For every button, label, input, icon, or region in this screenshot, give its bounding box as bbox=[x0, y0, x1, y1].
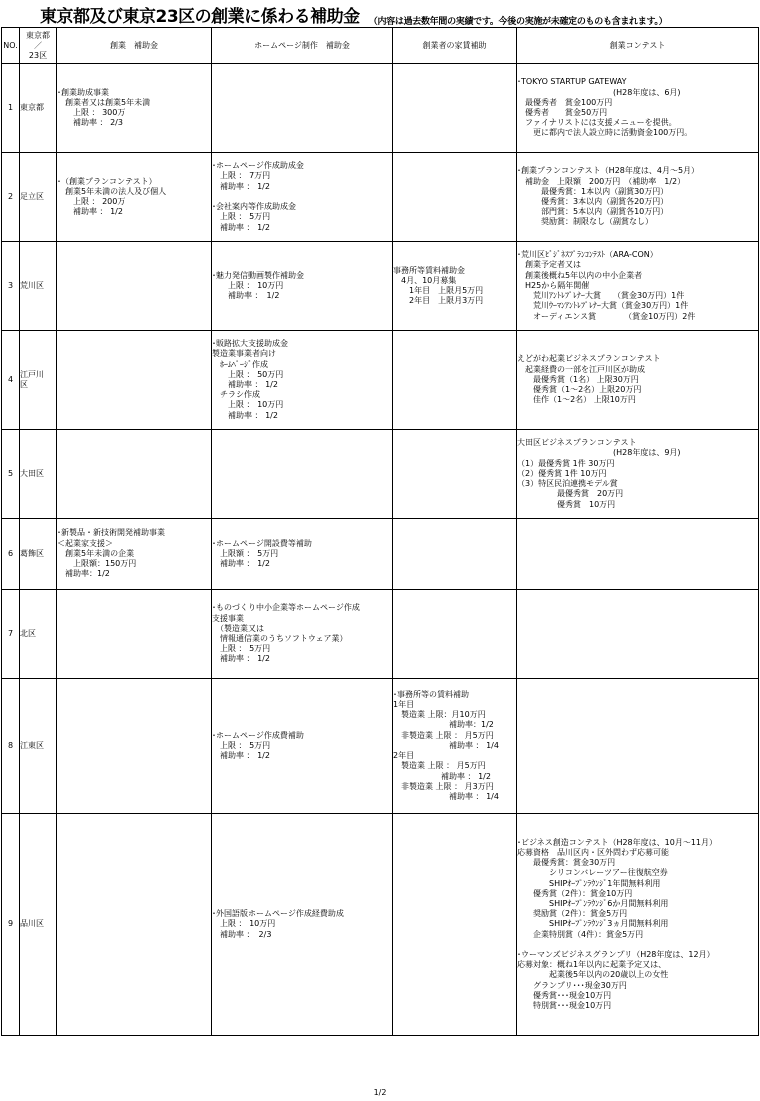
startup-contest-line: SHIPｵｰﾌﾟﾝﾗｳﾝｼﾞ6か月間無料利用 bbox=[517, 898, 669, 908]
homepage-subsidy-cell bbox=[212, 64, 393, 153]
startup-contest-line: 優秀賞･･･現金10万円 bbox=[517, 990, 612, 1000]
homepage-subsidy-cell bbox=[212, 519, 393, 590]
startup-contest-line: えどがわ起業ビジネスプランコンテスト bbox=[517, 354, 661, 364]
rent-subsidy-cell bbox=[393, 814, 517, 1036]
sogyo-subsidy-line: 補助率 ： 1/2 bbox=[57, 207, 123, 217]
row-number: 9 bbox=[2, 814, 20, 1036]
table-row bbox=[2, 814, 759, 1036]
sogyo-subsidy-line: 上限 ： 300万 bbox=[57, 108, 126, 117]
table-row bbox=[2, 430, 759, 519]
startup-contest-line: 特別賞･･･現金10万円 bbox=[517, 1001, 612, 1011]
table-row bbox=[2, 519, 759, 590]
homepage-subsidy-cell bbox=[212, 331, 393, 430]
homepage-subsidy-line: 補助率 ： 1/2 bbox=[212, 654, 270, 664]
startup-contest-line: ･荒川区ﾋﾞｼﾞﾈｽﾌﾟﾗﾝｺﾝﾃｽﾄ（ARA-CON） bbox=[517, 250, 658, 260]
sogyo-subsidy-line: 創業5年未満の企業 bbox=[57, 548, 135, 558]
homepage-subsidy-cell bbox=[212, 153, 393, 242]
startup-contest-cell bbox=[517, 814, 759, 1036]
row-number: 5 bbox=[2, 430, 20, 519]
sogyo-subsidy-cell bbox=[57, 331, 212, 430]
homepage-subsidy-line: 上限 ： 7万円 bbox=[212, 171, 271, 181]
startup-contest-line: 部門賞：5本以内（副賞各10万円） bbox=[517, 207, 669, 217]
ward-name: 東京都 bbox=[20, 64, 57, 153]
document-header bbox=[40, 2, 755, 27]
rent-subsidy-cell bbox=[393, 153, 517, 242]
homepage-subsidy-cell bbox=[212, 430, 393, 519]
homepage-subsidy-cell bbox=[212, 242, 393, 331]
rent-subsidy-line: ･事務所等の賃料補助 bbox=[393, 689, 469, 699]
startup-contest-cell bbox=[517, 331, 759, 430]
startup-contest-line: 企業特別賞（4件）：賞金5万円 bbox=[517, 929, 644, 939]
startup-contest-line: 奨励賞（2件）：賞金5万円 bbox=[517, 909, 628, 919]
homepage-subsidy-line: ･ホームページ作成費補助 bbox=[212, 730, 304, 740]
startup-contest-line: 優秀賞：3本以内（副賞各20万円） bbox=[517, 197, 669, 206]
startup-contest-line: 補助金 上限額 200万円 （補助率 1/2） bbox=[517, 176, 686, 186]
sogyo-subsidy-cell bbox=[57, 153, 212, 242]
startup-contest-line: 最優秀賞：賞金30万円 bbox=[517, 858, 616, 868]
startup-contest-line: ･ビジネス創造コンテスト（H28年度は、10月～11月） bbox=[517, 837, 717, 847]
table-row bbox=[2, 331, 759, 430]
startup-contest-line: 最優秀賞：1本以内（副賞30万円） bbox=[517, 186, 669, 196]
rent-subsidy-cell bbox=[393, 430, 517, 519]
homepage-subsidy-line: ･外国語版ホームページ作成経費助成 bbox=[212, 909, 344, 919]
homepage-subsidy-line: ･ホームページ作成助成金 bbox=[212, 161, 304, 171]
homepage-subsidy-line: 上限額 ： 5万円 bbox=[212, 548, 279, 558]
rent-subsidy-line: 2年目 bbox=[393, 751, 415, 761]
sogyo-subsidy-cell bbox=[57, 814, 212, 1036]
rent-subsidy-line: 非製造業 上限 ： 月3万円 bbox=[393, 781, 494, 791]
table-row bbox=[2, 153, 759, 242]
startup-contest-line: 応募資格 品川区内・区外問わず応募可能 bbox=[517, 847, 669, 857]
sogyo-subsidy-line: 創業5年未満の法人及び個人 bbox=[57, 186, 167, 196]
rent-subsidy-cell bbox=[393, 242, 517, 331]
homepage-subsidy-line: 上限 ： 5万円 bbox=[212, 740, 271, 750]
ward-name: 江戸川 区 bbox=[20, 331, 57, 430]
startup-contest-line: 荒川ｱﾝﾄﾚﾌﾟﾚﾅｰ大賞 （賞金30万円）1件 bbox=[517, 291, 685, 301]
startup-contest-line: シリコンバレーツアー往復航空券 bbox=[517, 868, 668, 878]
rent-subsidy-line: 非製造業 上限 ： 月5万円 bbox=[393, 730, 494, 740]
sogyo-subsidy-cell bbox=[57, 679, 212, 814]
row-number: 3 bbox=[2, 242, 20, 331]
startup-contest-line: オーディエンス賞 （賞金10万円）2件 bbox=[517, 311, 696, 321]
homepage-subsidy-line: 上限 ： 10万円 bbox=[212, 919, 276, 929]
sogyo-subsidy-line: ･創業助成事業 bbox=[57, 87, 109, 97]
ward-name: 品川区 bbox=[20, 814, 57, 1036]
rent-subsidy-line: 4月、10月募集 bbox=[393, 275, 457, 285]
ward-name: 足立区 bbox=[20, 153, 57, 242]
startup-contest-line: グランプリ･･･現金30万円 bbox=[517, 980, 627, 990]
rent-subsidy-line: 1年目 上限月5万円 bbox=[393, 286, 484, 295]
ward-name: 荒川区 bbox=[20, 242, 57, 331]
ward-name: 葛飾区 bbox=[20, 519, 57, 590]
homepage-subsidy-line: ･会社案内等作成助成金 bbox=[212, 202, 296, 212]
sogyo-subsidy-line: 補助率：1/2 bbox=[57, 569, 110, 579]
homepage-subsidy-cell bbox=[212, 679, 393, 814]
homepage-subsidy-line: 製造業事業者向け bbox=[212, 349, 276, 359]
startup-contest-cell bbox=[517, 64, 759, 153]
homepage-subsidy-line: 補助率 ： 2/3 bbox=[212, 929, 272, 939]
startup-contest-line: 最優秀賞 20万円 bbox=[517, 489, 624, 499]
homepage-subsidy-line: 補助率 ： 1/2 bbox=[212, 410, 278, 420]
table-body bbox=[2, 64, 759, 1036]
rent-subsidy-line: 1年目 bbox=[393, 700, 415, 710]
header-rent-subsidy: 創業者の家賃補助 bbox=[393, 28, 517, 64]
startup-contest-line: （1）最優秀賞 1件 30万円 bbox=[517, 458, 615, 468]
header-homepage-subsidy: ホームページ制作 補助金 bbox=[212, 28, 393, 64]
homepage-subsidy-line: ･販路拡大支援助成金 bbox=[212, 339, 288, 349]
startup-contest-line: (H28年度は、6月) bbox=[517, 87, 681, 97]
homepage-subsidy-line: （製造業又は bbox=[212, 623, 264, 633]
rent-subsidy-cell bbox=[393, 331, 517, 430]
rent-subsidy-line: 補助率 ： 1/4 bbox=[393, 740, 499, 750]
rent-subsidy-line: 製造業 上限：月10万円 bbox=[393, 710, 486, 720]
homepage-subsidy-line: チラシ作成 bbox=[212, 390, 260, 400]
sogyo-subsidy-cell bbox=[57, 590, 212, 679]
rent-subsidy-line: 2年目 上限月3万円 bbox=[393, 296, 484, 306]
row-number: 1 bbox=[2, 64, 20, 153]
rent-subsidy-line: 製造業 上限 ： 月5万円 bbox=[393, 761, 486, 771]
header-ward: 東京都 ／ 23区 bbox=[20, 28, 57, 64]
table-row bbox=[2, 590, 759, 679]
homepage-subsidy-line: 補助率 ： 1/2 bbox=[212, 380, 278, 389]
sogyo-subsidy-line: 創業者又は創業5年未満 bbox=[57, 97, 151, 107]
rent-subsidy-cell bbox=[393, 64, 517, 153]
startup-contest-line: 起業経費の一部を江戸川区が助成 bbox=[517, 364, 645, 374]
rent-subsidy-line: 補助率：1/2 bbox=[393, 720, 494, 730]
row-number: 4 bbox=[2, 331, 20, 430]
startup-contest-line: 優秀賞（1～2名）上限20万円 bbox=[517, 385, 642, 395]
sogyo-subsidy-line: 補助率 ： 2/3 bbox=[57, 118, 123, 128]
homepage-subsidy-line: ･ホームページ開設費等補助 bbox=[212, 538, 312, 548]
homepage-subsidy-line: 上限 ： 50万円 bbox=[212, 369, 284, 379]
header-no: NO. bbox=[2, 28, 20, 64]
homepage-subsidy-line: 補助率 ： 1/2 bbox=[212, 181, 270, 191]
ward-name: 大田区 bbox=[20, 430, 57, 519]
sogyo-subsidy-cell bbox=[57, 242, 212, 331]
ward-name: 江東区 bbox=[20, 679, 57, 814]
sogyo-subsidy-line: ･新製品・新技術開発補助事業 bbox=[57, 528, 165, 538]
startup-contest-cell bbox=[517, 430, 759, 519]
page-title: 東京都及び東京23区の創業に係わる補助金 bbox=[40, 7, 360, 27]
page-number: 1/2 bbox=[373, 1088, 387, 1097]
startup-contest-line: 最優秀者 賞金100万円 bbox=[517, 97, 613, 107]
homepage-subsidy-line: 上限 ： 5万円 bbox=[212, 644, 271, 654]
sogyo-subsidy-line: ＜起業家支援＞ bbox=[57, 538, 113, 548]
header-sogyo-subsidy: 創業 補助金 bbox=[57, 28, 212, 64]
sogyo-subsidy-cell bbox=[57, 64, 212, 153]
sogyo-subsidy-cell bbox=[57, 519, 212, 590]
startup-contest-line: H25から隔年開催 bbox=[517, 280, 590, 290]
startup-contest-line: 最優秀賞（1名） 上限30万円 bbox=[517, 374, 639, 384]
homepage-subsidy-line: ﾎｰﾑﾍﾟｰｼﾞ作成 bbox=[212, 359, 268, 369]
startup-contest-line: （3）特区民泊連携モデル賞 bbox=[517, 479, 618, 489]
startup-contest-line: ･ウーマンズビジネスグランプリ（H28年度は、12月） bbox=[517, 950, 715, 959]
table-row bbox=[2, 679, 759, 814]
page-title-note: （内容は過去数年間の実績です。今後の実施が未確定のものも含まれます。） bbox=[368, 17, 668, 27]
startup-contest-line: SHIPｵｰﾌﾟﾝﾗｳﾝｼﾞ3ヵ月間無料利用 bbox=[517, 919, 669, 929]
startup-contest-line: 更に都内で法人設立時に活動資金100万円。 bbox=[517, 128, 693, 138]
startup-contest-line: 優秀賞（2件）：賞金10万円 bbox=[517, 888, 633, 898]
row-number: 7 bbox=[2, 590, 20, 679]
table-row bbox=[2, 64, 759, 153]
homepage-subsidy-line: ･魅力発信動画製作補助金 bbox=[212, 270, 304, 280]
startup-contest-line: 大田区ビジネスプランコンテスト bbox=[517, 438, 637, 448]
homepage-subsidy-line: 情報通信業のうちソフトウェア業） bbox=[212, 634, 348, 643]
table-header-row bbox=[2, 28, 759, 64]
ward-name: 北区 bbox=[20, 590, 57, 679]
startup-contest-line: 荒川ｳｰﾏﾝｱﾝﾄﾚﾌﾟﾚﾅｰ大賞（賞金30万円）1件 bbox=[517, 301, 689, 311]
startup-contest-line: ファイナリストには支援メニューを提供。 bbox=[517, 118, 677, 128]
startup-contest-line: 佳作（1～2名） 上限10万円 bbox=[517, 395, 636, 405]
startup-contest-line: 起業後5年以内の20歳以上の女性 bbox=[517, 970, 669, 980]
row-number: 6 bbox=[2, 519, 20, 590]
startup-contest-line: 優秀者 賞金50万円 bbox=[517, 108, 608, 117]
startup-contest-line: 奨励賞：制限なし（副賞なし） bbox=[517, 217, 653, 227]
startup-contest-cell bbox=[517, 679, 759, 814]
row-number: 2 bbox=[2, 153, 20, 242]
sogyo-subsidy-line: 上限額：150万円 bbox=[57, 559, 137, 569]
sogyo-subsidy-line: 上限 ： 200万 bbox=[57, 197, 126, 206]
rent-subsidy-line: 事務所等賃料補助金 bbox=[393, 265, 465, 275]
homepage-subsidy-cell bbox=[212, 590, 393, 679]
sogyo-subsidy-cell bbox=[57, 430, 212, 519]
startup-contest-line: ･TOKYO STARTUP GATEWAY bbox=[517, 77, 627, 87]
rent-subsidy-cell bbox=[393, 590, 517, 679]
homepage-subsidy-line: ･ものづくり中小企業等ホームページ作成 bbox=[212, 603, 360, 613]
startup-contest-line: 優秀賞 10万円 bbox=[517, 499, 616, 509]
header-startup-contest: 創業コンテスト bbox=[517, 28, 759, 64]
rent-subsidy-cell bbox=[393, 679, 517, 814]
rent-subsidy-cell bbox=[393, 519, 517, 590]
startup-contest-line: 創業予定者又は bbox=[517, 260, 581, 270]
startup-contest-line: 応募対象：概ね1年以内に起業予定又は、 bbox=[517, 960, 667, 970]
homepage-subsidy-line bbox=[212, 192, 392, 202]
homepage-subsidy-line: 補助率 ： 1/2 bbox=[212, 291, 280, 301]
startup-contest-cell bbox=[517, 519, 759, 590]
rent-subsidy-line: 補助率 ： 1/2 bbox=[393, 771, 491, 781]
homepage-subsidy-line: 支援事業 bbox=[212, 613, 244, 623]
subsidy-table bbox=[1, 27, 759, 1036]
homepage-subsidy-line: 上限 ： 10万円 bbox=[212, 280, 284, 290]
startup-contest-line: (H28年度は、9月) bbox=[517, 448, 681, 458]
startup-contest-cell bbox=[517, 590, 759, 679]
homepage-subsidy-line: 補助率 ： 1/2 bbox=[212, 559, 270, 569]
startup-contest-cell bbox=[517, 153, 759, 242]
startup-contest-line: SHIPｵｰﾌﾟﾝﾗｳﾝｼﾞ1年間無料利用 bbox=[517, 878, 661, 888]
startup-contest-line bbox=[517, 940, 758, 950]
sogyo-subsidy-line: ･（創業プランコンテスト） bbox=[57, 176, 157, 186]
table-row bbox=[2, 242, 759, 331]
homepage-subsidy-cell bbox=[212, 814, 393, 1036]
startup-contest-line: （2）優秀賞 1件 10万円 bbox=[517, 468, 607, 478]
startup-contest-line: 創業後概ね5年以内の中小企業者 bbox=[517, 270, 643, 280]
startup-contest-cell bbox=[517, 242, 759, 331]
rent-subsidy-line: 補助率 ： 1/4 bbox=[393, 791, 499, 801]
row-number: 8 bbox=[2, 679, 20, 814]
homepage-subsidy-line: 上限 ： 5万円 bbox=[212, 212, 271, 222]
homepage-subsidy-line: 補助率 ： 1/2 bbox=[212, 751, 270, 761]
homepage-subsidy-line: 上限 ： 10万円 bbox=[212, 400, 284, 410]
startup-contest-line: ･創業プランコンテスト（H28年度は、4月～5月） bbox=[517, 166, 700, 176]
homepage-subsidy-line: 補助率 ： 1/2 bbox=[212, 222, 270, 232]
